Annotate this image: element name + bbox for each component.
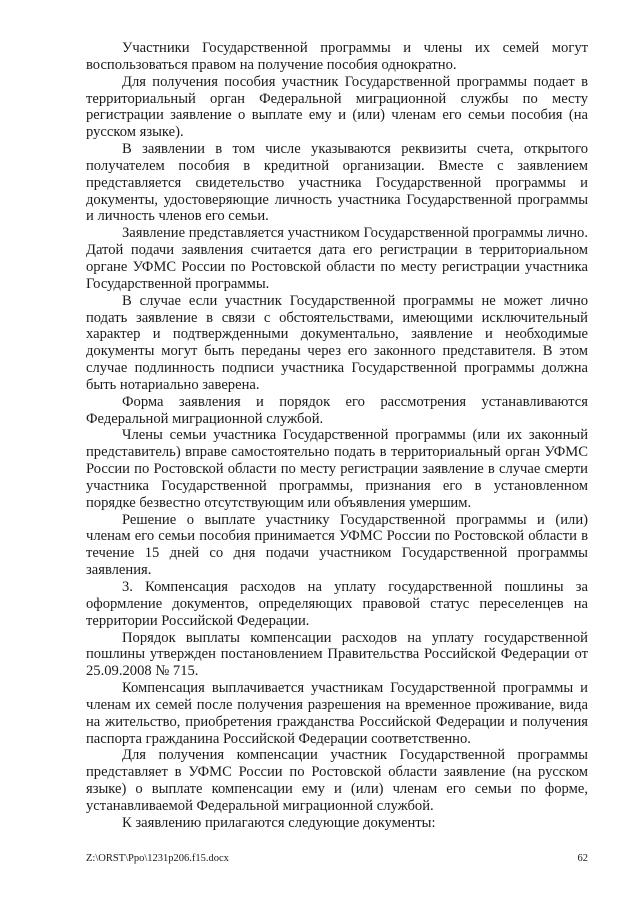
paragraph: Для получения пособия участник Государственной программы подает в территориальный орган Федеральной миграционной службы по месту регистрации заявление о выплате ему и (или) членам его семьи пособия (на русском языке). (86, 73, 588, 141)
paragraph: В заявлении в том числе указываются реквизиты счета, открытого получателем пособия в кредитной организации. Вместе с заявлением представляется свидетельство участника Государственной программы и документы, удостоверяющие личность участника Государственной программы и личность членов его семьи. (86, 141, 588, 225)
paragraph: Для получения компенсации участник Государственной программы представляет в УФМС России по Ростовской области заявление (на русском языке) о выплате компенсации ему и (или) членам его семьи по форме, устанавливаемой Федеральной миграционной службой. (86, 747, 588, 814)
page-number: 62 (577, 853, 588, 864)
document-body (86, 40, 588, 832)
paragraph: Члены семьи участника Государственной программы (или их законный представитель) вправе самостоятельно подать в территориальный орган УФМС России по Ростовской области по месту регистрации заявление в случае смерти участника Государственной программы, признания его в установленном порядке безвестно отсутствующим или объявления умершим. (86, 427, 588, 511)
paragraph: Решение о выплате участнику Государственной программы и (или) членам его семьи пособия принимается УФМС России по Ростовской области в течение 15 дней со дня подачи участником Государственной программы заявления. (86, 511, 588, 579)
paragraph: Форма заявления и порядок его рассмотрения устанавливаются Федеральной миграционной службой. (86, 393, 588, 427)
paragraph: Участники Государственной программы и члены их семей могут воспользоваться правом на получение пособия однократно. (86, 40, 588, 73)
paragraph: Заявление представляется участником Государственной программы лично. Датой подачи заявления считается дата его регистрации в территориальном органе УФМС России по Ростовской области по месту регистрации участника Государственной программы. (86, 225, 588, 292)
paragraph: Компенсация выплачивается участникам Государственной программы и членам их семей после получения разрешения на временное проживание, вида на жительство, приобретения гражданства Российской Федерации и получения паспорта гражданина Российской Федерации соответственно. (86, 680, 588, 747)
file-path: Z:\ORST\Ppo\1231p206.f15.docx (86, 853, 229, 864)
paragraph: К заявлению прилагаются следующие документы: (122, 814, 436, 831)
paragraph: В случае если участник Государственной программы не может лично подать заявление в связи с обстоятельствами, имеющими исключительный характер и подтвержденными документально, заявление и необходимые документы могут быть переданы через его законного представителя. В этом случае подлинность подписи участника Государственной программы должна быть нотариально заверена. (86, 292, 588, 393)
paragraph: Порядок выплаты компенсации расходов на уплату государственной пошлины утвержден постановлением Правительства Российской Федерации от 25.09.2008 № 715. (86, 629, 588, 680)
paragraph: 3. Компенсация расходов на уплату государственной пошлины за оформление документов, определяющих правовой статус переселенцев на территории Российской Федерации. (86, 579, 588, 629)
